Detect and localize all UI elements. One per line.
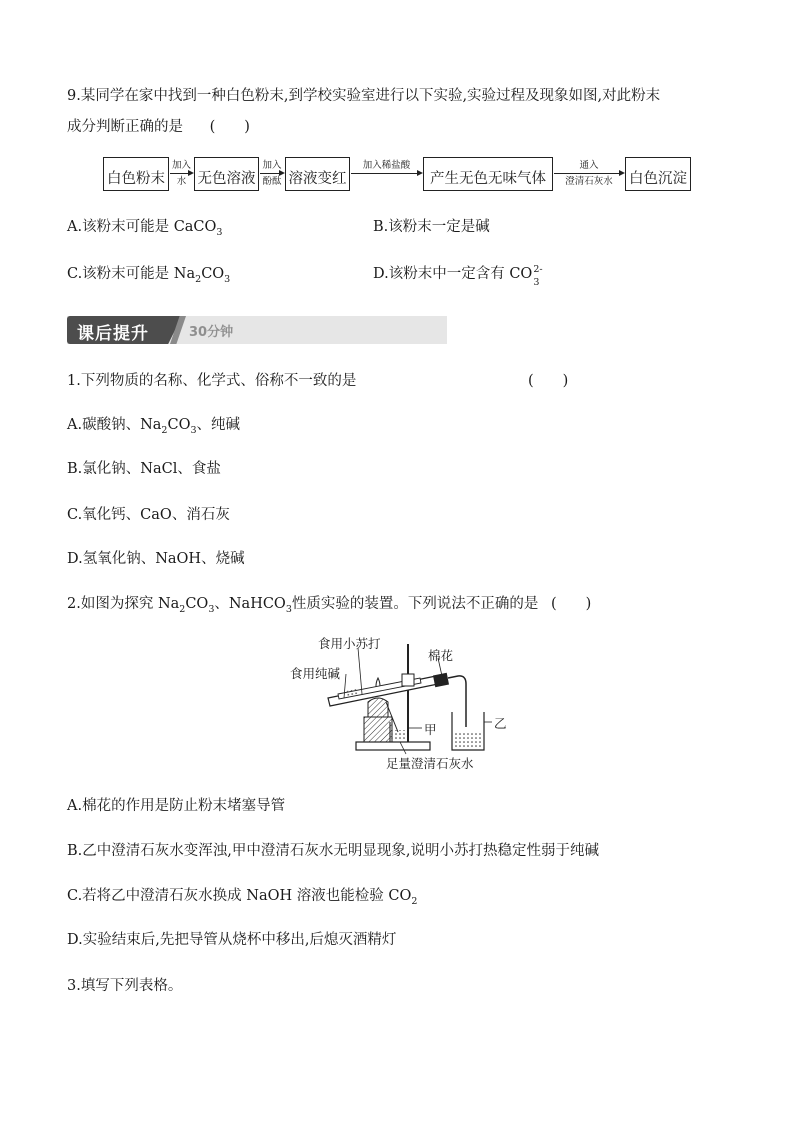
q9-answer-paren: ( ) [209,119,250,135]
flow-arrow-add-dilute-hcl [350,157,423,191]
pointer-line [358,648,362,694]
q1-stem: 1.下列物质的名称、化学式、俗称不一致的是 [67,373,357,389]
alcohol-lamp [368,698,388,717]
formula-part: CO [167,417,191,433]
flow-arrow-label-top: 加入 [262,160,282,171]
q1-option-a-text: A.碳酸钠、Na [67,417,162,433]
flow-arrow-label-bottom: 酚酞 [262,176,282,187]
flow-arrow-label-top: 通入 [579,160,599,171]
flow-arrow-label-bottom: 澄清石灰水 [565,176,613,187]
label-jia: 甲 [424,722,437,737]
section-time: 30分钟 [189,325,234,340]
subscript: 3 [216,226,223,238]
q2-answer-paren: ( ) [550,596,592,612]
subscript: 3 [190,424,197,436]
label-limewater: 足量澄清石灰水 [386,756,474,771]
q2-option-a[interactable]: A.棉花的作用是防止粉末堵塞导管 [67,798,286,814]
label-soda: 食用纯碱 [290,666,341,681]
q9-option-a[interactable] [67,217,222,237]
q2-option-b[interactable]: B.乙中澄清石灰水变浑浊,甲中澄清石灰水无明显现象,说明小苏打热稳定性弱于纯碱 [67,843,599,859]
label-baking-soda: 食用小苏打 [318,636,381,651]
q2-stem-tail: 性质实验的装置。下列说法不正确的是 [291,596,539,612]
formula-part: CO [185,596,209,612]
limewater-jia [391,730,407,741]
stand-base [356,742,430,750]
subscript: 3 [285,603,292,615]
q9-option-a-text: A.该粉末可能是 CaCO [67,219,217,235]
subscript: 3 [224,273,231,285]
q9-stem-line2 [67,117,250,137]
flow-box-colorless-solution: 无色溶液 [194,157,259,191]
q1-option-b[interactable]: B.氯化钠、NaCl、食盐 [67,461,221,477]
q9-flow-diagram [103,157,693,193]
subscript: 3 [208,603,215,615]
ion-charge [532,264,546,288]
q9-option-c-text: C.该粉末可能是 Na [67,266,196,282]
q3-stem: 3.填写下列表格。 [67,978,183,994]
q1-option-d[interactable]: D.氢氧化钠、NaOH、烧碱 [67,551,245,567]
flow-box-white-precipitate: 白色沉淀 [625,157,691,191]
q2-apparatus-figure [286,632,526,774]
q9-stem-line1: 9.某同学在家中找到一种白色粉末,到学校实验室进行以下实验,实验过程及现象如图,对此粉末 [67,88,661,104]
label-yi: 乙 [494,716,507,731]
flow-box-solution-turns-red: 溶液变红 [285,157,350,191]
q9-option-b[interactable]: B.该粉末一定是碱 [373,219,490,235]
q2-option-c-text: C.若将乙中澄清石灰水换成 NaOH 溶液也能检验 CO [67,888,412,904]
q9-option-d-text: D.该粉末中一定含有 CO [373,266,533,282]
subscript: 2 [161,424,168,436]
flow-box-colorless-gas: 产生无色无味气体 [423,157,553,191]
flow-box-white-powder: 白色粉末 [103,157,169,191]
apparatus-drawing [286,632,526,774]
q2-option-c[interactable] [67,886,417,906]
flow-arrow-label-top: 加入稀盐酸 [362,160,411,171]
wood-block [364,717,392,742]
section-banner [67,316,447,344]
subscript: 2 [179,603,186,615]
formula-part: CO [201,266,225,282]
q1-answer-paren: ( ) [528,373,569,389]
q1-option-c[interactable]: C.氧化钙、CaO、消石灰 [67,507,230,523]
limewater-yi [453,732,483,749]
q1-option-a[interactable] [67,415,240,435]
flow-arrow-add-water [169,157,194,191]
subscript: 3 [533,277,540,288]
superscript: 2- [533,264,543,275]
flow-arrow-pass-limewater [553,157,625,191]
flow-arrow-label-top: 加入 [171,160,191,171]
q1-option-a-tail: 、纯碱 [196,417,240,433]
delivery-tube-outer [448,676,466,727]
q9-option-c[interactable] [67,264,230,284]
q9-stem-text: 成分判断正确的是 [67,119,183,135]
clamp [402,674,414,686]
q2-option-d[interactable]: D.实验结束后,先把导管从烧杯中移出,后熄灭酒精灯 [67,932,397,948]
q2-stem-text: 2.如图为探究 Na [67,596,180,612]
section-title: 课后提升 [77,324,149,344]
rubber-stopper [433,673,449,687]
subscript: 2 [411,895,418,907]
q9-option-d[interactable] [373,264,546,288]
subscript: 2 [195,273,202,285]
label-cotton: 棉花 [428,648,454,663]
q2-stem [67,594,591,614]
flow-arrow-label-bottom: 水 [176,176,187,187]
flow-arrow-add-phenolphthalein [259,157,285,191]
formula-part: 、NaHCO [214,596,286,612]
